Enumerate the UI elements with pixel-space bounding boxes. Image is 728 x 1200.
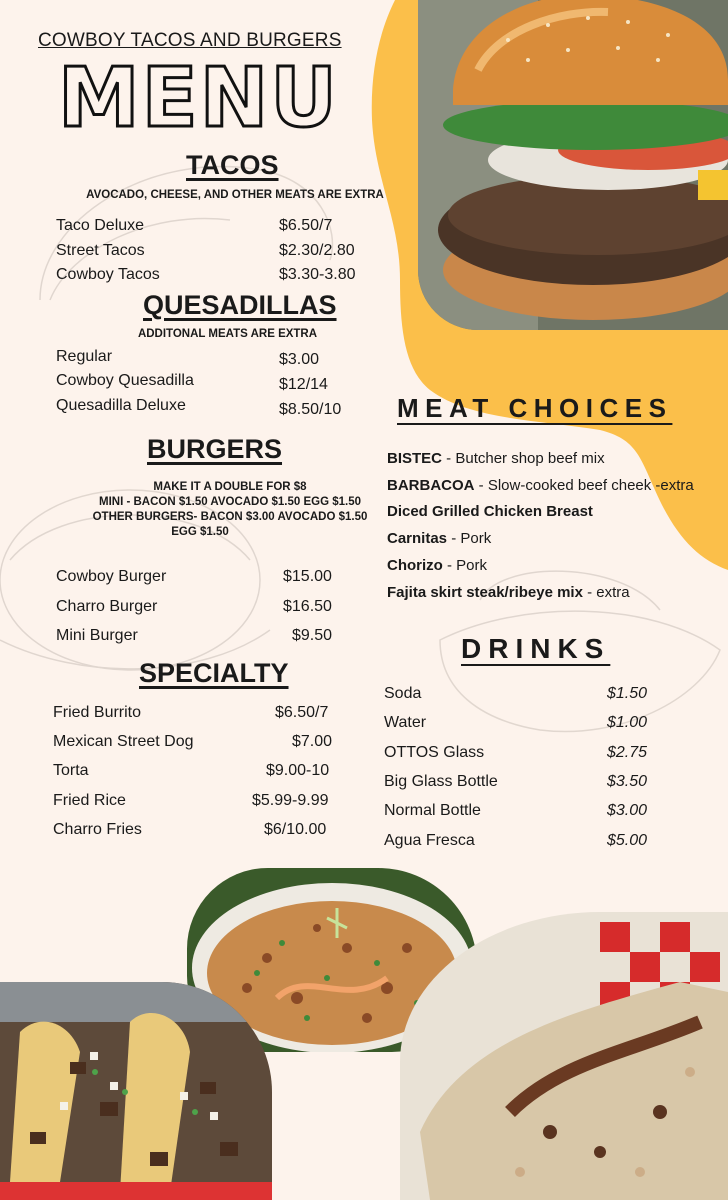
meat-choice-name: BISTEC [387, 450, 443, 467]
menu-item-price: $6.50/7 [275, 704, 329, 721]
meat-choice-name: Fajita skirt steak/ribeye mix [387, 584, 583, 601]
menu-title: MENU [58, 51, 339, 146]
burgers-note-line: MAKE IT A DOUBLE FOR $8 [153, 481, 307, 493]
menu-item-price: $8.50/10 [279, 401, 342, 418]
menu-item-price: $9.00-10 [266, 762, 330, 779]
menu-item-price: $5.99-9.99 [252, 792, 329, 809]
meat-choice-desc: - Pork [447, 530, 492, 547]
drink-name: Normal Bottle [384, 802, 481, 819]
menu-item-price: $16.50 [283, 598, 332, 615]
menu-item-price: $15.00 [283, 568, 332, 585]
meat-choice-desc: - Butcher shop beef mix [442, 450, 605, 467]
specialty-title: SPECIALTY [139, 658, 289, 688]
meat-choice-name: Diced Grilled Chicken Breast [387, 503, 593, 520]
menu-item-name: Fried Burrito [53, 704, 142, 721]
meat-choice-name: Chorizo [387, 557, 443, 574]
menu-item-price: $3.00 [279, 351, 320, 368]
meat-choice-desc: - Slow-cooked beef cheek -extra [474, 477, 694, 494]
menu-item-name: Charro Burger [56, 598, 158, 615]
burgers-note-line: MINI - BACON $1.50 AVOCADO $1.50 EGG $1.50 [98, 496, 362, 508]
drink-price: $3.00 [606, 802, 647, 819]
drink-name: Soda [384, 685, 422, 702]
drink-name: OTTOS Glass [384, 744, 485, 761]
menu-item-price: $6/10.00 [264, 821, 327, 838]
burger-photo [418, 0, 728, 330]
meat-choice-item [387, 557, 487, 574]
tacos-note: AVOCADO, CHEESE, AND OTHER MEATS ARE EXTRA [86, 189, 384, 201]
meat-choice-desc: - Pork [442, 557, 488, 574]
menu-item-price: $3.30-3.80 [279, 266, 356, 283]
meat-choice-item [387, 450, 605, 467]
menu-item-name: Charro Fries [53, 821, 142, 838]
drinks-title: DRINKS [461, 633, 611, 664]
burgers-note-line: OTHER BURGERS- BACON $3.00 AVOCADO $1.50 [92, 511, 368, 523]
meat-choice-item [387, 503, 593, 520]
meat-choice-item [387, 477, 694, 494]
menu-item-name: Quesadilla Deluxe [56, 397, 186, 414]
menu-item-price: $2.30/2.80 [279, 242, 355, 259]
drink-price: $1.50 [606, 685, 647, 702]
menu-item-price: $6.50/7 [279, 217, 333, 234]
meat-choice-item [387, 584, 630, 601]
tacos-photo [0, 982, 272, 1200]
burgers-title: BURGERS [147, 434, 283, 464]
drink-price: $2.75 [606, 744, 647, 761]
burgers-note-line: EGG $1.50 [171, 526, 229, 538]
meat-choice-name: Carnitas [387, 530, 448, 547]
menu-item-price: $7.00 [292, 733, 333, 750]
menu-item-price: $9.50 [292, 627, 333, 644]
menu-item-name: Regular [56, 348, 113, 365]
drink-name: Big Glass Bottle [384, 773, 498, 790]
drink-name: Agua Fresca [384, 832, 475, 849]
menu-item-name: Street Tacos [56, 242, 145, 259]
menu-item-name: Fried Rice [53, 792, 126, 809]
meat-choice-name: BARBACOA [387, 477, 475, 494]
quesadillas-title: QUESADILLAS [143, 290, 337, 320]
tacos-title: TACOS [186, 150, 279, 180]
menu-item-name: Cowboy Tacos [56, 266, 160, 283]
menu-item-name: Cowboy Quesadilla [56, 372, 194, 389]
menu-item-name: Mexican Street Dog [53, 733, 194, 750]
meat-choice-item [387, 530, 491, 547]
menu-item-name: Mini Burger [56, 627, 138, 644]
menu-item-name: Cowboy Burger [56, 568, 167, 585]
drink-name: Water [384, 714, 427, 731]
quesadillas-note: ADDITONAL MEATS ARE EXTRA [137, 328, 318, 340]
menu-item-price: $12/14 [279, 376, 328, 393]
meat-choices-title: MEAT CHOICES [397, 393, 673, 423]
menu-item-name: Torta [53, 762, 89, 779]
restaurant-name: COWBOY TACOS AND BURGERS [38, 30, 342, 51]
drink-price: $5.00 [606, 832, 647, 849]
meat-choice-desc: - extra [582, 584, 630, 601]
drink-price: $1.00 [606, 714, 647, 731]
menu-item-name: Taco Deluxe [56, 217, 145, 234]
drink-price: $3.50 [606, 773, 647, 790]
